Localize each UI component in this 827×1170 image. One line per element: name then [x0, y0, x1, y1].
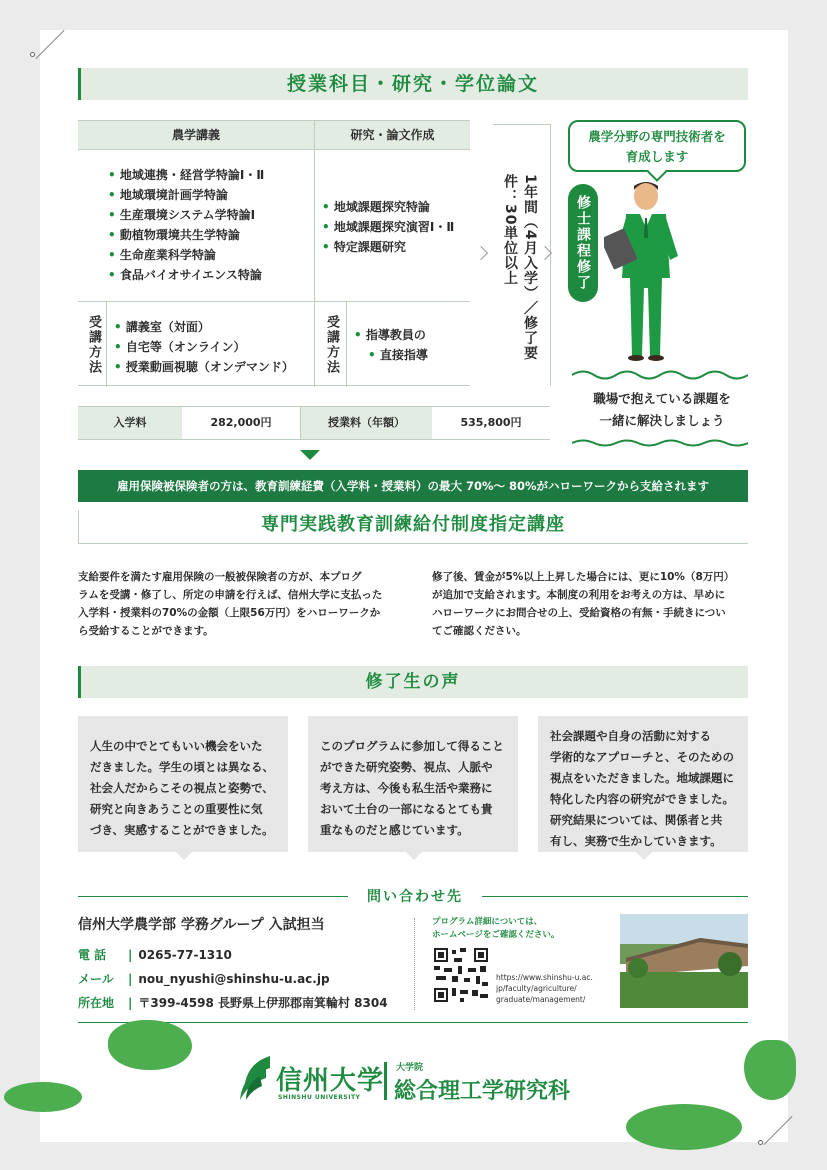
testimonial-card — [308, 716, 518, 852]
testimonial-line: 考え方は、今後も私生活や業務に — [320, 781, 493, 795]
training-paragraph-left — [78, 568, 408, 640]
list-item: • 指導教員の — [354, 325, 428, 345]
list-item: • 地域環境計画学特論 — [108, 185, 264, 205]
address-value: 〒399-4598 長野県上伊那郡南箕輪村 8304 — [138, 996, 388, 1010]
method-list-lectures — [114, 317, 294, 377]
logo-separator — [384, 1062, 387, 1100]
testimonial-line: づき、実感することができました。 — [90, 823, 274, 837]
contact-tel-row — [78, 946, 232, 963]
testimonial-line: 社会人だからこその視点と姿勢で、 — [90, 781, 274, 795]
paragraph-line: が追加で支給されます。本制度の利用をお考えの方は、早めに — [432, 589, 726, 601]
testimonial-line: ができた研究姿勢、視点、人脈や — [320, 760, 493, 774]
url-line: graduate/management/ — [496, 995, 586, 1004]
tuition-label: 授業料（年額） — [300, 407, 432, 439]
tuition-value: 535,800円 — [460, 416, 522, 429]
entry-fee-value: 282,000円 — [210, 416, 272, 429]
list-item: • 地域課題探究特論 — [322, 197, 454, 217]
university-leaf-logo-icon — [236, 1054, 276, 1102]
divider — [78, 301, 470, 302]
mail-value[interactable]: nou_nyushi@shinshu-u.ac.jp — [138, 972, 330, 986]
url-line: jp/faculty/agriculture/ — [496, 984, 577, 993]
goal-message — [578, 388, 746, 432]
fee-row — [78, 406, 550, 440]
goal-message-line1: 職場で抱えている課題を — [593, 391, 731, 406]
homepage-note-line2: ホームページをご確認ください。 — [432, 930, 560, 940]
divider — [78, 149, 470, 150]
university-name: 信州大学 — [276, 1066, 385, 1096]
requirement-text: 1年間（4月入学）／修了要件：30単位以上 — [502, 174, 538, 361]
testimonial-line: だきました。学生の頃とは異なる、 — [90, 760, 274, 774]
campus-photo — [620, 914, 748, 1008]
tel-label: 電 話 — [78, 948, 107, 962]
homepage-note-line1: プログラム詳細については、 — [432, 917, 543, 927]
divider — [314, 121, 315, 387]
entry-fee-label: 入学料 — [78, 407, 182, 439]
divider — [78, 896, 348, 897]
master-completion-pill: 修士課程修了 — [568, 184, 598, 302]
goal-callout-line1: 農学分野の専門技術者を — [588, 129, 726, 144]
divider — [78, 1022, 748, 1023]
separator-bar: | — [128, 948, 133, 962]
method-label: 受講方法 — [324, 315, 339, 375]
separator-bar: | — [128, 972, 133, 986]
testimonial-line: 視点をいただきました。地域課題に — [550, 771, 734, 785]
testimonial-line: 人生の中でとてもいい機会をいた — [90, 739, 263, 753]
paragraph-line: ハローワークにお問合せの上、受給資格の有無・手続きについ — [432, 607, 726, 619]
goal-message-line2: 一緒に解決しましょう — [599, 413, 725, 428]
wave-divider — [572, 368, 748, 382]
testimonial-line: このプログラムに参加して得ること — [320, 739, 504, 753]
testimonial-line: 学術的なアプローチと、そのための — [550, 750, 734, 764]
method-label: 受講方法 — [86, 315, 101, 375]
subsidy-banner: 雇用保険被保険者の方は、教育訓練経費（入学料・授業料）の最大 70%～ 80%がハローワークから支給されます — [78, 470, 748, 502]
paragraph-line: 修了後、賃金が5%以上上昇した場合には、更に10%（8万円） — [432, 571, 735, 583]
list-item: • 地域連携・経営学特論Ⅰ・Ⅱ — [108, 165, 264, 185]
testimonial-line: 重なものだと感じています。 — [320, 823, 469, 837]
decorative-blob — [4, 1082, 82, 1112]
mail-label: メール — [78, 972, 114, 986]
graduate-figure-illustration — [604, 178, 694, 368]
method-continued-text: 直接指導 — [379, 348, 428, 362]
training-paragraph-right — [432, 568, 752, 640]
list-item: • 授業動画視聴（オンデマンド） — [114, 357, 294, 377]
paragraph-line: 支給要件を満たす雇用保険の一般被保険者の方が、本プログ — [78, 571, 362, 583]
contact-address-row — [78, 994, 388, 1011]
goal-callout — [568, 120, 746, 172]
list-item: • 自宅等（オンライン） — [114, 337, 294, 357]
curriculum-table — [78, 120, 470, 386]
crop-mark-dot — [30, 52, 35, 57]
testimonial-line: 有し、実務で生かしていきます。 — [550, 834, 722, 848]
list-item: • 地域課題探究演習Ⅰ・Ⅱ — [322, 217, 454, 237]
contact-org: 信州大学農学部 学務グループ 入試担当 — [78, 917, 325, 933]
method-list-research — [354, 325, 428, 365]
university-name-en: SHINSHU UNIVERSITY — [278, 1094, 361, 1101]
list-item: • 特定課題研究 — [322, 237, 454, 257]
divider — [346, 301, 347, 387]
graduate-school-label: 大学院 — [396, 1063, 424, 1073]
header-lectures: 農学講義 — [78, 121, 314, 149]
testimonial-line: おいて土台の一部になるとても貴 — [320, 802, 493, 816]
goal-callout-line2: 育成します — [625, 149, 689, 164]
course-list — [108, 165, 264, 285]
testimonial-line: 研究と向きあうことの重要性に気 — [90, 802, 263, 816]
contact-heading: 問い合わせ先 — [367, 889, 463, 905]
list-item: • 食品バイオサイエンス特論 — [108, 265, 264, 285]
address-label: 所在地 — [78, 996, 115, 1010]
header-research: 研究・論文作成 — [315, 121, 470, 149]
paragraph-line: 入学料・授業料の70%の金額（上限56万円）をハローワークか — [78, 607, 381, 619]
decorative-blob — [626, 1104, 742, 1150]
contact-mail-row — [78, 970, 330, 987]
testimonial-line: 研究結果については、関係者と共 — [550, 813, 723, 827]
list-item: • 生産環境システム学特論Ⅰ — [108, 205, 264, 225]
decorative-blob — [108, 1020, 192, 1070]
testimonial-line: 社会課題や自身の活動に対する — [550, 729, 711, 743]
divider — [106, 301, 107, 387]
arrow-down-icon — [300, 450, 320, 460]
homepage-url[interactable] — [496, 972, 593, 1005]
list-item: • 生命産業科学特論 — [108, 245, 264, 265]
crop-mark-dot — [758, 1140, 763, 1145]
qr-code-icon[interactable] — [432, 946, 490, 1004]
paragraph-line: ラムを受講・修了し、所定の申請を行えば、信州大学に支払った — [78, 589, 383, 601]
testimonial-card — [78, 716, 288, 852]
section-title-curriculum: 授業科目・研究・学位論文 — [78, 68, 748, 100]
separator-bar: | — [128, 996, 133, 1010]
tel-value[interactable]: 0265-77-1310 — [138, 948, 232, 962]
wave-divider — [572, 438, 748, 448]
section-title-voices: 修了生の声 — [78, 666, 748, 698]
url-line: https://www.shinshu-u.ac. — [496, 973, 593, 982]
list-item: • 動植物環境共生学特論 — [108, 225, 264, 245]
divider — [482, 896, 748, 897]
homepage-note — [432, 916, 559, 942]
paragraph-line: てご確認ください。 — [432, 625, 527, 637]
list-item-continued — [354, 345, 428, 365]
graduate-school-name: 総合理工学研究科 — [394, 1079, 571, 1104]
testimonial-card — [538, 716, 748, 852]
paragraph-line: ら受給することができます。 — [78, 625, 214, 637]
testimonial-line: 特化した内容の研究ができました。 — [550, 792, 734, 806]
research-list — [322, 197, 454, 257]
training-title: 専門実践教育訓練給付制度指定講座 — [78, 506, 748, 544]
dotted-divider — [414, 918, 415, 1010]
list-item: • 講義室（対面） — [114, 317, 294, 337]
